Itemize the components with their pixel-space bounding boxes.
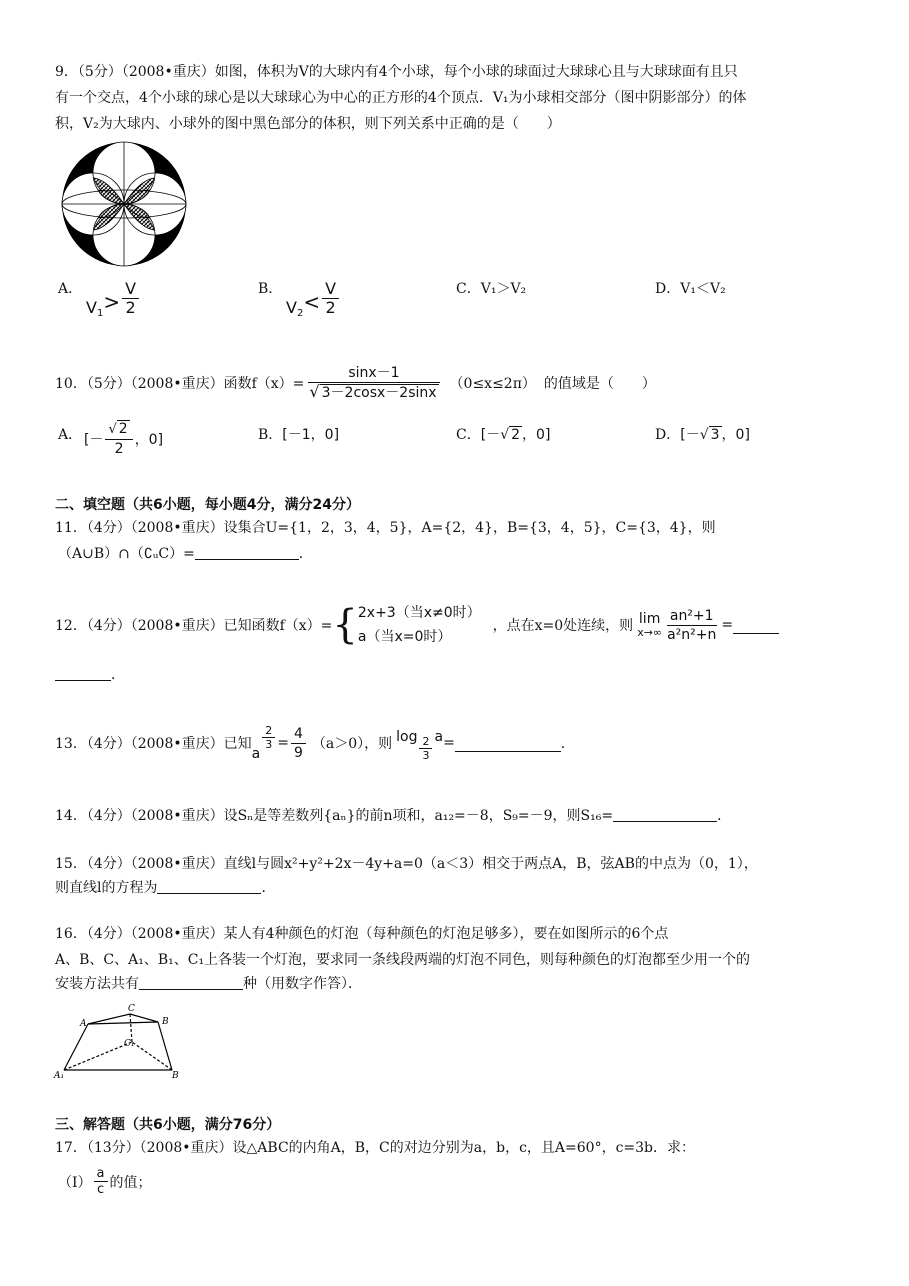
sphere-figure xyxy=(58,140,190,268)
q9-option-c-text: V₁＞V₂ xyxy=(480,281,527,297)
q9-line2: 有一个交点，4个小球的球心是以大球球心为中心的正方形的4个顶点．V₁为小球相交部分（图中阴影部分）的体 xyxy=(55,90,747,106)
q9-option-a-label: A． xyxy=(58,281,83,297)
q9-option-d-label: D． xyxy=(655,281,681,297)
q16-answer-blank[interactable] xyxy=(139,973,243,990)
q13-answer-blank[interactable] xyxy=(455,735,561,752)
label-b1: B xyxy=(172,1071,179,1080)
section2-heading: 二、填空题（共6小题，每小题4分，满分24分） xyxy=(55,497,360,513)
q13-stem: 13．（4分）（2008•重庆）已知 a $\frac{2}{3}$ = $\frac{4}{9}$ （a＞0），则 log $\frac{2}{3}$ a = ． xyxy=(55,724,575,762)
q13-eq: = xyxy=(277,735,289,751)
q13-cond: （a＞0），则 xyxy=(311,736,393,752)
label-a1: A₁ xyxy=(54,1071,65,1080)
q9-option-b[interactable] xyxy=(258,278,282,298)
q9-option-b-label: B． xyxy=(258,281,283,297)
q10-option-b-label: B． xyxy=(258,427,283,443)
prism-figure xyxy=(52,1002,184,1080)
q12-brace: { xyxy=(332,602,358,648)
q10-prefix: 10．（5分）（2008•重庆）函数f（x）= xyxy=(55,376,305,392)
q12-answer-blank-1[interactable] xyxy=(733,617,779,634)
q12-stem xyxy=(55,598,779,652)
q17-part1 xyxy=(58,1166,152,1197)
q9-option-d-text: V₁＜V₂ xyxy=(680,281,726,297)
q9-option-a[interactable] xyxy=(58,278,82,298)
q10-option-d[interactable] xyxy=(655,424,750,444)
q14-answer-blank[interactable] xyxy=(613,805,717,822)
q16-line3: 安装方法共有 种（用数字作答）． xyxy=(55,972,362,996)
q16-line1: 16．（4分）（2008•重庆）某人有4种颜色的灯泡（每种颜色的灯泡足够多），要在如图所示的6个点 xyxy=(55,926,669,942)
q12-prefix: 12．（4分）（2008•重庆）已知函数f（x）= xyxy=(55,618,333,634)
q10-stem xyxy=(55,358,656,408)
q9-option-b-expr: $V_2<$ $\frac{V}{2}$ xyxy=(286,280,341,317)
q17-line1: 17．（13分）（2008•重庆）设△ABC的内角A，B，C的对边分别为a，b，c，且A=60°，c=3b．求： xyxy=(55,1140,696,1156)
q10-option-b[interactable] xyxy=(258,424,339,444)
label-c1: C₁ xyxy=(124,1039,135,1049)
q11-line1: 11．（4分）（2008•重庆）设集合U={1，2，3，4，5}，A={2，4}，B={3，4，5}，C={3，4}，则 xyxy=(55,520,716,536)
q13-prefix: 13．（4分）（2008•重庆）已知 xyxy=(55,736,252,752)
q15-answer-blank[interactable] xyxy=(157,877,261,894)
q12-limit: lim x→∞ xyxy=(637,611,663,639)
q12-fraction: $\frac{\text{an²+1}}{\text{a²n²+n}}$ xyxy=(667,607,717,643)
q10-option-c-text: [－√ 2 ，0] xyxy=(480,427,551,443)
q10-fraction: $\frac{\sin x-1}{√ 3-2\cos x-2\sin x}$ xyxy=(306,364,441,402)
q15-line2: 则直线l的方程为 ． xyxy=(55,876,275,900)
q9-option-c-label: C． xyxy=(456,281,481,297)
q9-option-d[interactable] xyxy=(655,278,726,298)
q11-answer-blank[interactable] xyxy=(195,543,299,560)
q13-power: a $\frac{2}{3}$ xyxy=(252,724,278,762)
label-b: B xyxy=(162,1017,169,1027)
q10-suffix: 的值域是（ ） xyxy=(543,376,656,392)
q12-line2: ． xyxy=(55,664,125,684)
label-c: C xyxy=(128,1004,135,1014)
q9-line3: 积，V₂为大球内、小球外的图中黑色部分的体积，则下列关系中正确的是（ ） xyxy=(55,116,561,132)
q17-part1-label: （I） xyxy=(58,1174,92,1191)
q10-option-b-text: [－1，0] xyxy=(282,427,340,443)
q13-log: log $\frac{2}{3}$ a xyxy=(396,728,444,762)
q10-option-c-label: C． xyxy=(456,427,481,443)
q9-option-a-expr: $V_1>$ $\frac{V}{2}$ xyxy=(86,280,141,317)
q12-cases: 2x+3（当x≠0时） a（当x=0时） xyxy=(357,605,481,645)
q10-option-c[interactable] xyxy=(456,424,550,444)
q10-option-d-text: [－√ 3 ，0] xyxy=(680,427,750,443)
q10-option-d-label: D． xyxy=(655,427,681,443)
q9-line1: 9．（5分）（2008•重庆）如图，体积为V的大球内有4个小球，每个小球的球面过大球球心且与大球球面有且只 xyxy=(55,64,738,80)
label-a: A xyxy=(80,1019,87,1029)
q12-answer-blank-2[interactable] xyxy=(55,664,111,681)
q10-option-a-label: A． xyxy=(58,427,83,443)
q12-eq: = xyxy=(721,617,734,633)
q10-domain: （0≤x≤2π） xyxy=(449,376,536,392)
q17-part1-fraction: $\frac{a}{c}$ xyxy=(94,1166,108,1197)
q13-eq2: = xyxy=(443,735,455,751)
q16-line2: A、B、C、A₁、B₁、C₁上各装一个灯泡，要求同一条线段两端的灯泡不同色，则每种颜色的灯泡都至少用一个的 xyxy=(55,952,751,968)
q14-line: 14．（4分）（2008•重庆）设Sₙ是等差数列{aₙ}的前n项和，a₁₂=－8，S₉=－9，则S₁₆= ． xyxy=(55,804,731,828)
q10-option-a-expr: [－ $\frac{√ 2}{2}$ ，0] xyxy=(84,421,164,457)
q17-part1-text: 的值； xyxy=(109,1174,152,1191)
q10-option-a[interactable] xyxy=(58,424,82,444)
q11-line2: （A∪B）∩（∁ᵤC）= ． xyxy=(58,542,313,566)
q15-line1: 15．（4分）（2008•重庆）直线l与圆x²+y²+2x－4y+a=0（a＜3）相交于两点A，B，弦AB的中点为（0，1）， xyxy=(55,856,758,872)
q9-option-c[interactable] xyxy=(456,278,526,298)
q13-rhs: $\frac{4}{9}$ xyxy=(291,725,306,762)
section3-heading: 三、解答题（共6小题，满分76分） xyxy=(55,1117,281,1133)
q12-middle: ，点在x=0处连续，则 xyxy=(492,618,634,634)
